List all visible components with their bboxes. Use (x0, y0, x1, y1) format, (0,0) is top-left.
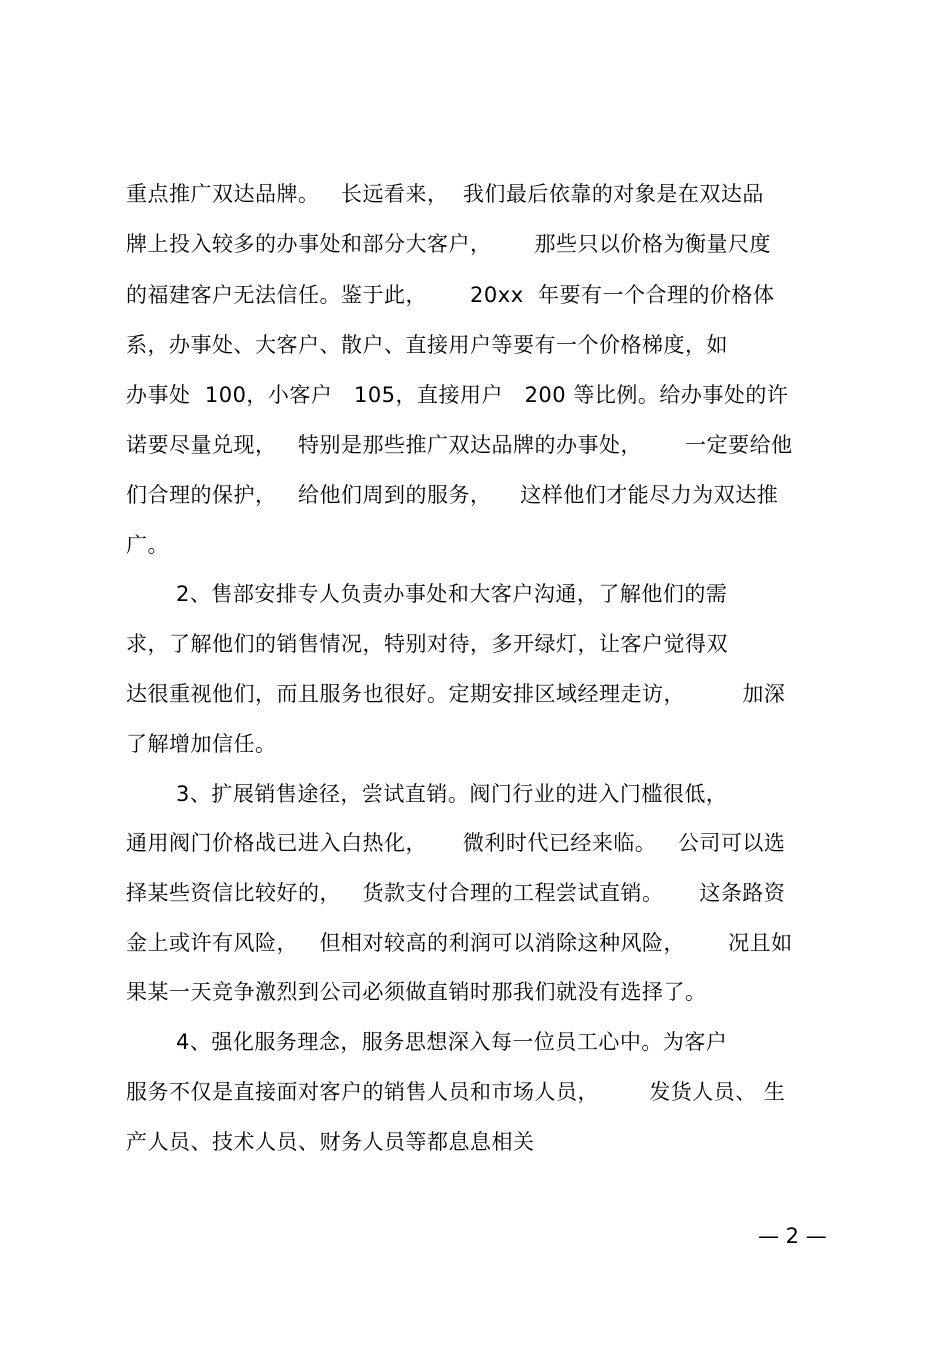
page-number: — 2 — (758, 1224, 827, 1248)
paragraph-start-line: 2、售部安排专人负责办事处和大客户沟通，了解他们的需 (176, 582, 728, 606)
text-line: 产人员、技术人员、财务人员等都息息相关 (126, 1130, 535, 1154)
text-line: 达很重视他们，而且服务也很好。定期安排区域经理走访， 加深 (126, 682, 786, 706)
text-line: 了解增加信任。 (126, 732, 277, 756)
text-line: 诺要尽量兑现， 特别是那些推广双达品牌的办事处， 一定要给他 (126, 433, 793, 457)
paragraph-start-line: 3、扩展销售途径，尝试直销。阀门行业的进入门槛很低， (176, 782, 728, 806)
text-line: 牌上投入较多的办事处和部分大客户， 那些只以价格为衡量尺度 (126, 232, 772, 256)
text-line: 们合理的保护， 给他们周到的服务， 这样他们才能尽力为双达推 (126, 483, 779, 507)
text-line: 办事处 100，小客户 105，直接用户 200 等比例。给办事处的许 (126, 383, 789, 407)
text-line: 广。 (126, 533, 169, 557)
text-line: 金上或许有风险， 但相对较高的利润可以消除这种风险， 况且如 (126, 931, 793, 955)
text-line: 系，办事处、大客户、散户、直接用户等要有一个价格梯度，如 (126, 333, 728, 357)
paragraph-start-line: 4、强化服务理念，服务思想深入每一位员工心中。为客户 (176, 1030, 728, 1054)
text-line: 重点推广双达品牌。 长远看来， 我们最后依靠的对象是在双达品 (126, 182, 764, 206)
text-line: 的福建客户无法信任。鉴于此， 20xx 年要有一个合理的价格体 (126, 283, 775, 307)
text-line: 服务不仅是直接面对客户的销售人员和市场人员， 发货人员、 生 (126, 1080, 786, 1104)
text-line: 求，了解他们的销售情况，特别对待，多开绿灯，让客户觉得双 (126, 632, 728, 656)
text-line: 通用阀门价格战已进入白热化， 微利时代已经来临。 公司可以选 (126, 831, 786, 855)
text-line: 择某些资信比较好的， 货款支付合理的工程尝试直销。 这条路资 (126, 881, 786, 905)
text-line: 果某一天竞争激烈到公司必须做直销时那我们就没有选择了。 (126, 980, 707, 1004)
